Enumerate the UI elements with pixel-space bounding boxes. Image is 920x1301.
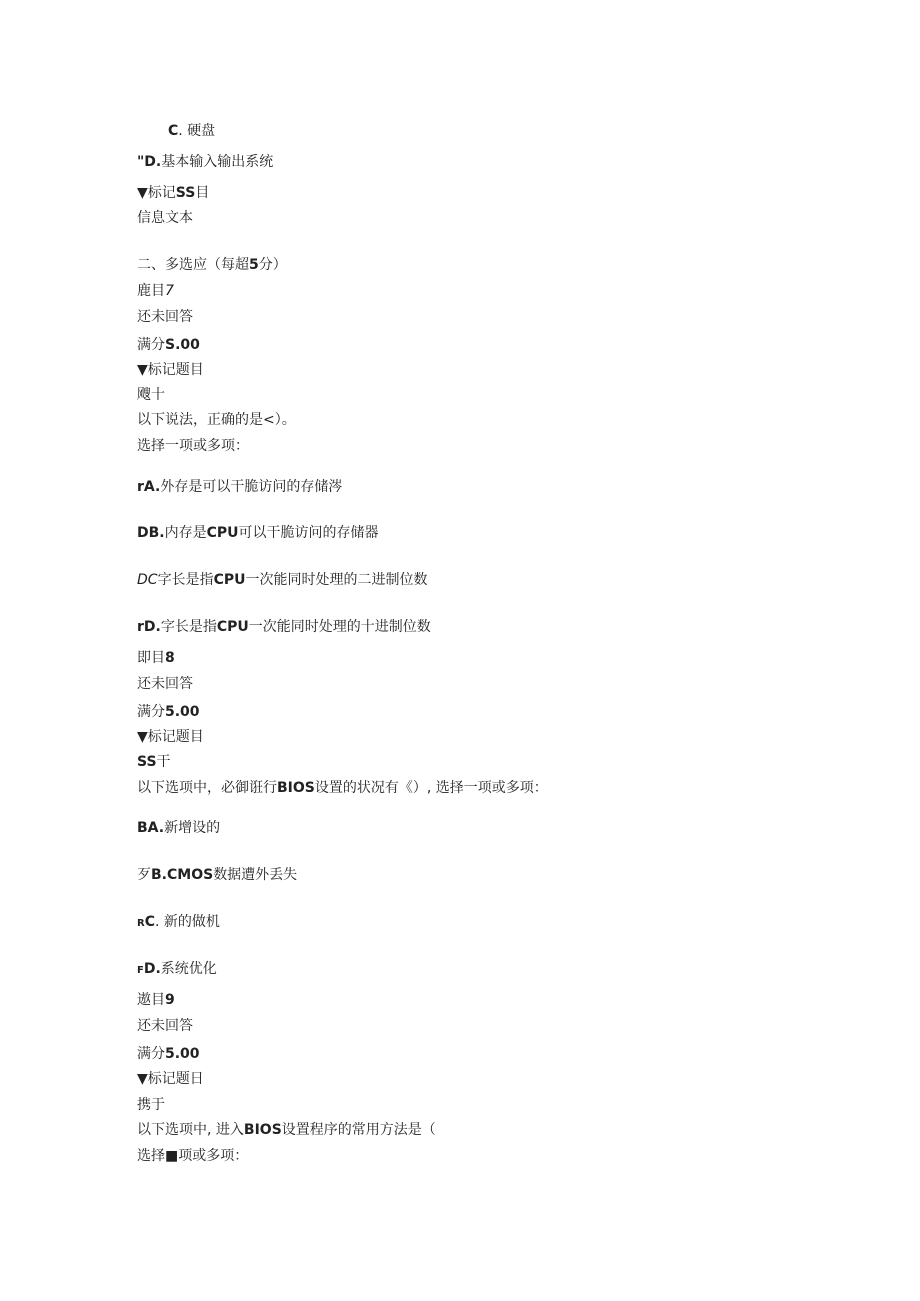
option-letter: BA.	[137, 820, 165, 836]
q7-score	[137, 335, 200, 355]
question-number-label: 即目	[137, 650, 165, 666]
q9-instruction: 选择■项或多项：	[137, 1148, 249, 1164]
option-prefix: C	[168, 123, 179, 139]
option-prefix: DC	[137, 572, 158, 588]
q8-question-text	[137, 778, 548, 798]
question-number-value: 9	[165, 992, 175, 1008]
option-prefix: "D.	[137, 154, 162, 170]
q8-option-c[interactable]	[137, 912, 220, 934]
option-letter: B.CMOS	[151, 867, 214, 883]
option-prefix: F	[137, 965, 144, 976]
score-label: 满分	[137, 1046, 165, 1062]
option-text-tail: 一次能同时处理的二进制位数	[245, 572, 428, 588]
option-prefix: R	[137, 918, 145, 929]
q9-question-text	[137, 1120, 436, 1140]
q8-score	[137, 702, 200, 722]
q8-stem-label	[137, 752, 171, 772]
q7-option-a[interactable]	[137, 477, 342, 497]
stem-label-text: 干	[156, 754, 171, 770]
q6-flag-question[interactable]	[137, 183, 209, 203]
flag-label: 标记	[147, 185, 176, 201]
option-text: 系统优化	[160, 961, 217, 977]
option-text: . 新的做机	[154, 914, 220, 930]
option-text-bold: CPU	[216, 619, 249, 635]
q7-status: 还未回答	[137, 309, 193, 325]
section-title-b: 分）	[258, 257, 287, 273]
q9-status: 还未回答	[137, 1018, 193, 1034]
option-prefix: r	[137, 619, 144, 635]
q8-number	[137, 648, 175, 668]
flag-arrow-icon: ▼	[137, 362, 148, 378]
question-number-value: 7	[165, 283, 174, 299]
option-text: 内存是	[164, 525, 207, 541]
option-text: 数据遭外丢失	[213, 867, 298, 883]
q7-option-b[interactable]	[137, 523, 379, 543]
flag-label: 标记题目	[147, 729, 204, 745]
option-text: 新增设的	[164, 820, 221, 836]
q9-score	[137, 1044, 200, 1064]
option-letter: D.	[143, 619, 161, 635]
option-text-tail: 可以干脆访问的存储器	[238, 525, 379, 541]
question-text-a: 以下选项中，必御诳行	[137, 780, 277, 796]
option-letter: C	[144, 914, 155, 930]
score-value: 5.00	[165, 1046, 200, 1062]
q7-number	[137, 281, 174, 301]
q8-status: 还未回答	[137, 676, 193, 692]
q7-question-text: 以下说法，正确的是<）。	[137, 412, 296, 428]
option-text: 外存是可以干脆访问的存储涔	[160, 479, 343, 495]
q8-option-b[interactable]	[137, 865, 297, 885]
flag-label: 标记题目	[147, 362, 204, 378]
score-value: 5.00	[165, 704, 200, 720]
q7-instruction: 选择一项或多项：	[137, 438, 249, 454]
q6-info-text: 信息文本	[137, 210, 193, 226]
flag-label-tail: 目	[195, 185, 210, 201]
question-text-a: 以下选项中, 进入	[137, 1122, 244, 1138]
option-text: 字长是指	[157, 572, 214, 588]
question-text-bold: BIOS	[243, 1122, 282, 1138]
question-number-value: 8	[165, 650, 175, 666]
option-text-bold: CPU	[213, 572, 246, 588]
q7-option-c[interactable]	[137, 570, 427, 590]
option-text-tail: 一次能同时处理的十进制位数	[248, 619, 431, 635]
q8-flag-question[interactable]	[137, 727, 204, 747]
q8-option-d[interactable]	[137, 959, 217, 981]
option-letter: A.	[143, 479, 161, 495]
q9-flag-question[interactable]	[137, 1069, 204, 1089]
q6-option-d[interactable]	[137, 152, 273, 172]
option-text: . 硬盘	[178, 123, 216, 139]
option-letter: DB.	[137, 525, 165, 541]
q9-number	[137, 990, 175, 1010]
flag-arrow-icon: ▼	[137, 1071, 148, 1087]
flag-arrow-icon: ▼	[137, 729, 148, 745]
flag-label-bold: SS	[175, 185, 196, 201]
option-prefix: 歹	[137, 867, 151, 883]
option-text: 基本输入输出系统	[161, 154, 274, 170]
question-number-label: 遨目	[137, 992, 165, 1008]
question-number-label: 鹿目	[137, 283, 165, 299]
question-text-bold: BIOS	[277, 780, 315, 796]
q8-option-a[interactable]	[137, 818, 220, 838]
option-letter: D.	[143, 961, 161, 977]
score-label: 满分	[137, 337, 165, 353]
score-label: 满分	[137, 704, 165, 720]
q7-flag-question[interactable]	[137, 360, 204, 380]
q9-stem-label: 携于	[137, 1097, 165, 1113]
flag-arrow-icon: ▼	[137, 185, 148, 201]
section-title-a: 二、多选应（每超	[137, 257, 249, 273]
option-text-bold: CPU	[206, 525, 239, 541]
section-title-points: 5	[249, 257, 259, 273]
score-value: S.00	[165, 337, 200, 353]
q7-stem-label: 飕十	[137, 387, 165, 403]
option-prefix: r	[137, 479, 144, 495]
question-text-b: 设置的状况有《）, 选择一项或多项：	[314, 780, 548, 796]
stem-label-bold: SS	[137, 754, 157, 770]
flag-label: 标记题日	[147, 1071, 204, 1087]
option-text: 字长是指	[160, 619, 217, 635]
q6-option-c[interactable]	[168, 121, 215, 141]
section-title	[137, 255, 287, 275]
q7-option-d[interactable]	[137, 617, 431, 637]
question-text-b: 设置程序的常用方法是（	[281, 1122, 436, 1138]
